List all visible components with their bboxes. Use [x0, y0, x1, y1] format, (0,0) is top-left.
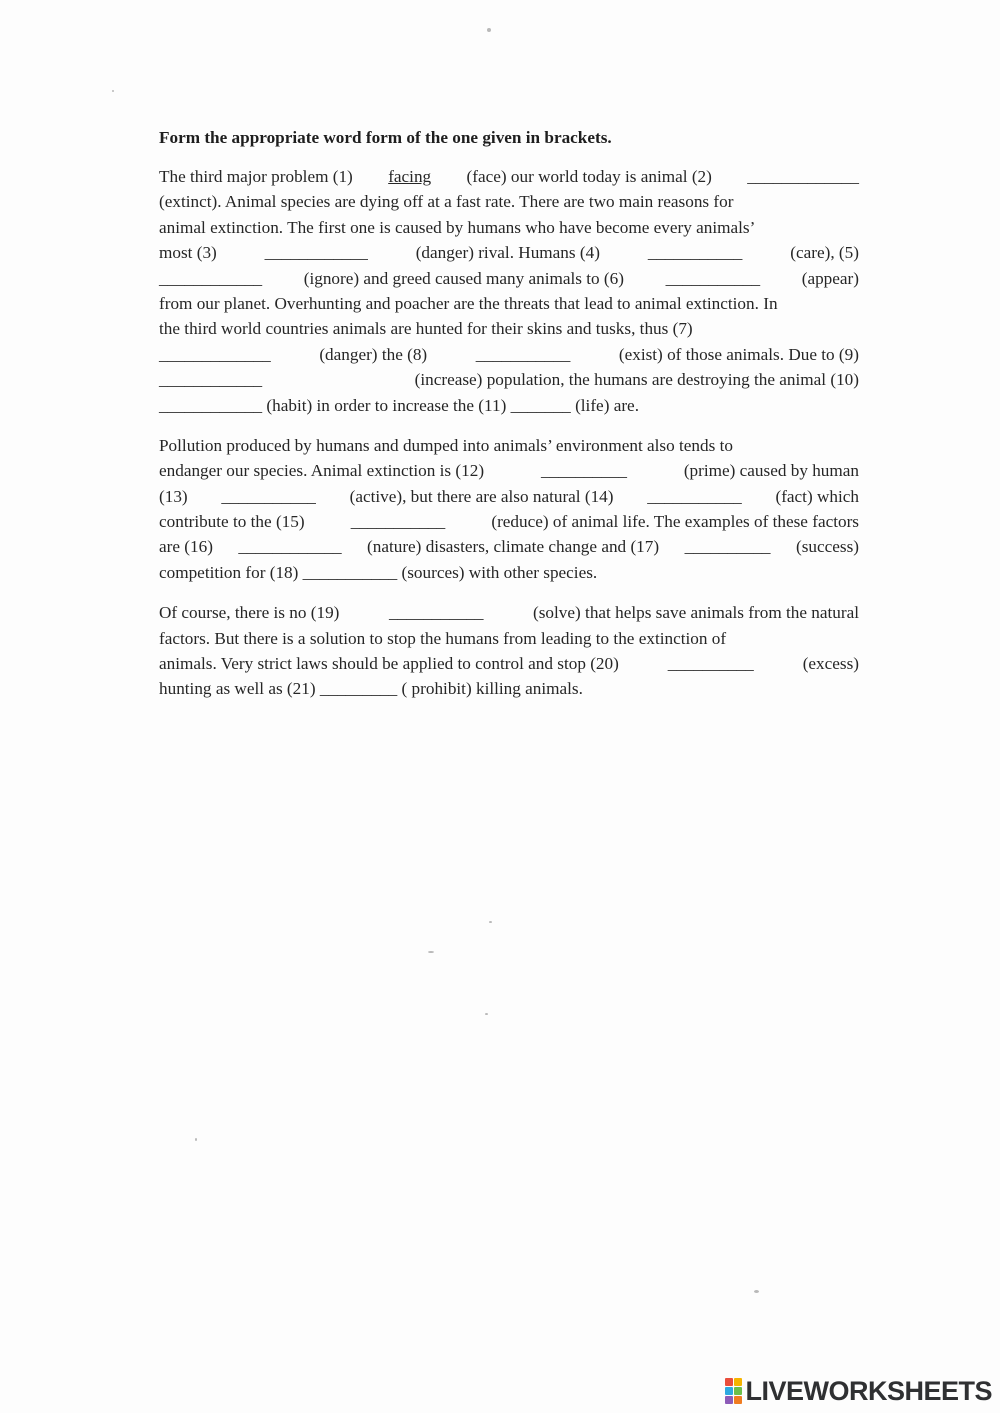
scan-speck	[112, 90, 114, 92]
text-segment: (habit) in order to increase the (11)	[262, 395, 511, 415]
logo-square	[725, 1378, 733, 1386]
answer-blank[interactable]: __________	[540, 461, 627, 481]
text-line	[159, 266, 859, 291]
example-answer: facing	[388, 167, 432, 186]
text-line	[159, 676, 859, 701]
text-segment: (excess)	[798, 654, 859, 674]
text-line	[159, 164, 859, 189]
answer-blank[interactable]: ____________	[264, 243, 368, 263]
answer-blank[interactable]: __________	[667, 654, 754, 674]
text-segment: (danger) the (8)	[315, 344, 432, 364]
text-segment: (prime) caused by human	[679, 461, 859, 481]
answer-blank[interactable]: ___________	[647, 486, 742, 506]
text-segment: (reduce) of animal life. The examples of these factors	[487, 512, 859, 532]
text-line	[159, 240, 859, 265]
text-line	[159, 393, 859, 418]
answer-blank[interactable]: ___________	[221, 486, 316, 506]
text-segment: (life) are.	[570, 395, 639, 415]
answer-blank[interactable]: __________	[684, 537, 771, 557]
text-segment: (sources) with other species.	[397, 562, 598, 582]
text-segment: (face) our world today is animal (2)	[462, 167, 717, 186]
liveworksheets-logo	[725, 1376, 992, 1406]
answer-blank[interactable]: _____________	[747, 167, 859, 186]
scan-speck	[485, 1013, 488, 1015]
text-line	[159, 367, 859, 392]
answer-blank[interactable]: ____________	[159, 370, 263, 390]
worksheet-content	[159, 120, 859, 717]
text-line	[159, 458, 859, 483]
text-line	[159, 291, 859, 316]
scan-speck	[489, 921, 492, 923]
answer-blank[interactable]: _______	[510, 395, 571, 415]
text-segment: (solve) that helps save animals from the natural	[528, 603, 859, 623]
scan-speck	[428, 951, 434, 953]
answer-blank[interactable]: ___________	[665, 268, 761, 288]
text-segment: Of course, there is no (19)	[159, 603, 344, 623]
text-segment: contribute to the (15)	[159, 512, 309, 532]
text-segment: (nature) disasters, climate change and (17)	[362, 537, 664, 557]
instruction-heading: Form the appropriate word form of the one given in brackets.	[159, 128, 612, 147]
text-segment: ( prohibit) killing animals.	[397, 679, 583, 699]
logo-text: LIVEWORKSHEETS	[745, 1375, 992, 1406]
paragraph-1	[159, 164, 859, 418]
answer-blank[interactable]: ___________	[388, 603, 484, 623]
text-line	[159, 560, 859, 585]
text-segment: (increase) population, the humans are destroying the animal (10)	[410, 370, 859, 390]
text-segment: (danger) rival. Humans (4)	[411, 243, 605, 263]
text-segment: are (16)	[159, 537, 218, 557]
text-segment: factors. But there is a solution to stop the humans from leading to the extinction of	[159, 628, 727, 648]
text-line	[159, 316, 859, 341]
text-segment: (success)	[791, 537, 859, 557]
logo-square	[734, 1396, 742, 1404]
paragraph-3	[159, 600, 859, 702]
text-segment: animal extinction. The first one is caused by humans who have become every animals’	[159, 217, 756, 237]
text-segment: (exist) of those animals. Due to (9)	[614, 344, 859, 364]
text-segment: (active), but there are also natural (14)	[345, 486, 618, 506]
answer-blank[interactable]: ___________	[475, 344, 571, 364]
logo-square	[725, 1396, 733, 1404]
paragraph-2	[159, 433, 859, 585]
text-line	[159, 342, 859, 367]
text-segment: (care), (5)	[785, 243, 859, 263]
text-segment: endanger our species. Animal extinction is (12)	[159, 461, 489, 481]
answer-blank[interactable]: _____________	[159, 344, 271, 364]
scan-speck	[487, 28, 491, 32]
text-segment: (ignore) and greed caused many animals to (6)	[299, 268, 629, 288]
text-line	[159, 484, 859, 509]
text-segment: The third major problem (1)	[159, 167, 358, 186]
text-line	[159, 189, 859, 214]
scan-speck	[754, 1290, 759, 1293]
answer-blank[interactable]: ____________	[238, 537, 342, 557]
text-segment: hunting as well as (21)	[159, 679, 320, 699]
text-line	[159, 215, 859, 240]
text-line	[159, 534, 859, 559]
liveworksheets-logo-icon	[725, 1378, 742, 1404]
text-segment: most (3)	[159, 243, 222, 263]
logo-square	[725, 1387, 733, 1395]
answer-blank[interactable]: _________	[319, 679, 398, 699]
answer-blank[interactable]: ____________	[159, 268, 263, 288]
text-segment: competition for (18)	[159, 562, 303, 582]
text-segment: (13)	[159, 486, 192, 506]
scan-speck	[195, 1138, 197, 1141]
logo-square	[734, 1378, 742, 1386]
text-line	[159, 509, 859, 534]
answer-blank[interactable]: ___________	[647, 243, 743, 263]
answer-blank[interactable]: ____________	[159, 395, 263, 415]
answer-blank[interactable]: ___________	[302, 562, 398, 582]
text-segment: (appear)	[797, 268, 859, 288]
text-segment: from our planet. Overhunting and poacher are the threats that lead to animal extinction. In	[159, 293, 778, 313]
text-line	[159, 433, 859, 458]
text-line	[159, 626, 859, 651]
exercise-text	[159, 164, 859, 702]
text-segment: Pollution produced by humans and dumped into animals’ environment also tends to	[159, 435, 733, 455]
text-line	[159, 651, 859, 676]
answer-blank[interactable]: ___________	[350, 512, 446, 532]
text-segment: animals. Very strict laws should be applied to control and stop (20)	[159, 654, 624, 674]
text-segment: (extinct). Animal species are dying off at a fast rate. There are two main reasons for	[159, 192, 734, 212]
text-segment: the third world countries animals are hunted for their skins and tusks, thus (7)	[159, 319, 693, 339]
text-segment: (fact) which	[771, 486, 859, 506]
text-line	[159, 600, 859, 625]
logo-square	[734, 1387, 742, 1395]
